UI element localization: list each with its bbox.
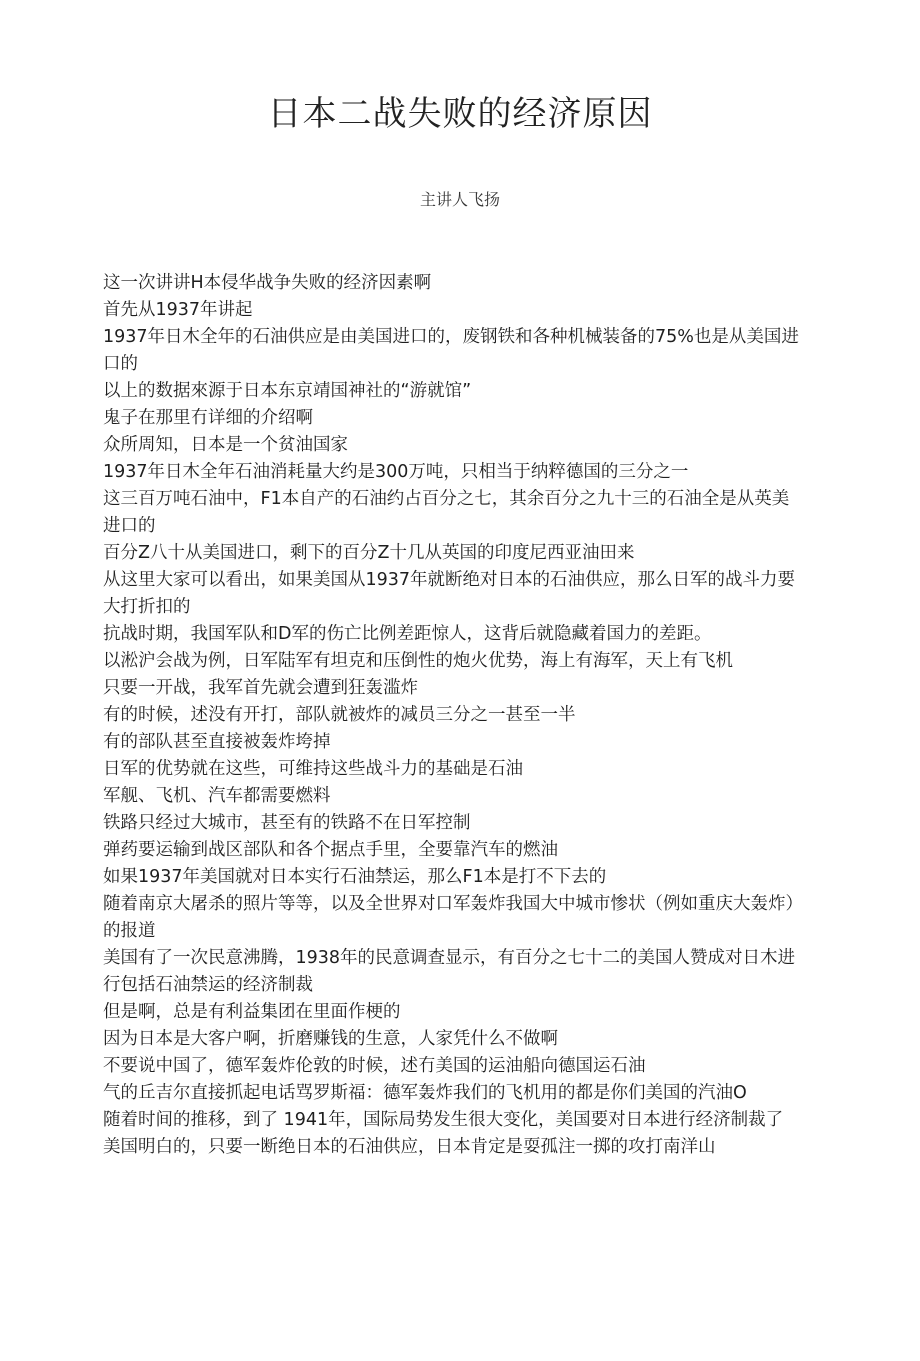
body-paragraph: 美国有了一次民意沸腾，1938年的民意调查显示，有百分之七十二的美国人赞成对日木进行包括石油禁运的经济制裁 xyxy=(103,948,796,995)
body-paragraph: 随着时间的推移，到了 1941年，国际局势发生很大变化，美国要对日本进行经济制裁了 xyxy=(103,1110,784,1130)
body-paragraph: 有的时候，述没有开打，部队就被炸的减员三分之一甚至一半 xyxy=(103,705,576,725)
body-paragraph: 如果1937年美国就对日本实行石油禁运，那么F1本是打不下去的 xyxy=(103,867,607,887)
body-paragraph: 1937年日木全年的石油供应是由美国进口的，废钢铁和各种机械装备的75%也是从美国进口的 xyxy=(103,327,799,374)
document-body xyxy=(103,270,803,1161)
body-paragraph: 百分Z八十从美国进口，剩下的百分Z十几从英国的印度尼西亚油田来 xyxy=(103,543,635,563)
body-paragraph: 不要说中国了，德军轰炸伦敦的时候，述冇美国的运油船向德国运石油 xyxy=(103,1056,646,1076)
body-paragraph: 铁路只经过大城市，甚至有的铁路不在日军控制 xyxy=(103,813,471,833)
body-paragraph: 首先从1937年讲起 xyxy=(103,300,253,320)
document-author: 主讲人飞扬 xyxy=(419,190,500,209)
body-paragraph: 众所周知，日本是一个贫油国家 xyxy=(103,435,348,455)
body-paragraph: 从这里大家可以看出，如果美国从1937年就断绝对日本的石油供应，那么日军的战斗力要大打折扣的 xyxy=(103,570,796,617)
body-paragraph: 弹药要运输到战区部队和各个据点手里，全要靠汽车的燃油 xyxy=(103,840,558,860)
body-paragraph: 这一次讲讲H本侵华战争失败的经济因素啊 xyxy=(103,273,432,293)
document-title: 日本二战失败的经济原因 xyxy=(267,94,653,134)
body-paragraph: 抗战时期，我国军队和D军的伤亡比例差距惊人，这背后就隐藏着国力的差距。 xyxy=(103,624,712,644)
body-paragraph: 但是啊，总是有利益集团在里面作梗的 xyxy=(103,1002,401,1022)
body-paragraph: 军舰、飞机、汽车都需要燃料 xyxy=(103,786,331,806)
body-paragraph: 气的丘吉尔直接抓起电话骂罗斯福：德军轰炸我们的飞机用的都是你们美国的汽油O xyxy=(103,1083,747,1103)
body-paragraph: 日军的优势就在这些，可维持这些战斗力的基础是石油 xyxy=(103,759,523,779)
body-paragraph: 鬼子在那里冇详细的介绍啊 xyxy=(103,408,313,428)
body-paragraph: 以上的数据來源于日本东京靖国神社的“游就馆” xyxy=(103,381,472,401)
body-paragraph: 这三百万吨石油中，F1本自产的石油约占百分之七，其余百分之九十三的石油全是从英美进口的 xyxy=(103,489,790,536)
body-paragraph: 只要一开战，我军首先就会遭到狂轰滥炸 xyxy=(103,678,418,698)
body-paragraph: 以淞沪会战为例，日军陆军有坦克和压倒性的炮火优势，海上有海军，天上有飞机 xyxy=(103,651,733,671)
body-paragraph: 美国明白的，只要一断绝日本的石油供应，日本肯定是耍孤注一掷的攻打南洋山 xyxy=(103,1137,716,1157)
body-paragraph: 因为日本是大客户啊，折磨赚钱的生意，人家凭什么不做啊 xyxy=(103,1029,558,1049)
body-paragraph: 有的部队甚至直接被轰炸垮掉 xyxy=(103,732,331,752)
body-paragraph: 随着南京大屠杀的照片等等，以及全世界对口军轰炸我国大中城市惨状（例如重庆大轰炸）的报道 xyxy=(103,894,803,941)
body-paragraph: 1937年日木全年石油消耗量大约是300万吨，只相当于纳粹德国的三分之一 xyxy=(103,462,689,482)
